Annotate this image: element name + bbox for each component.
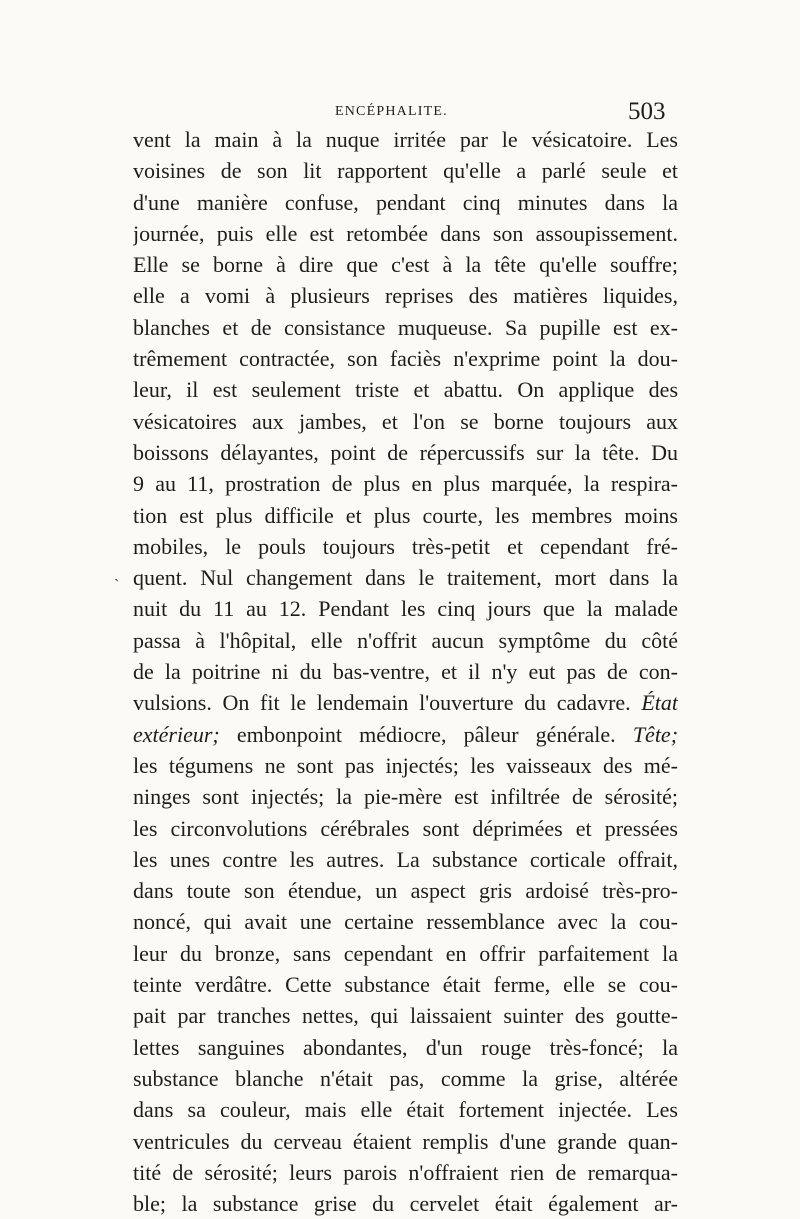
- text-line: quent. Nul changement dans le traitement, mort dans la: [133, 565, 678, 591]
- running-title: ENCÉPHALITE.: [335, 104, 448, 119]
- text-line: substance blanche n'était pas, comme la grise, altérée: [133, 1065, 678, 1091]
- text-line: lettes sanguines abondantes, d'un rouge très-foncé; la: [133, 1034, 678, 1060]
- text-line: d'une manière confuse, pendant cinq minutes dans la: [133, 189, 678, 215]
- text-line: ventricules du cerveau étaient remplis d'une grande quan-: [133, 1128, 678, 1154]
- text-line: ninges sont injectés; la pie-mère est infiltrée de sérosité;: [133, 784, 678, 810]
- text-line: journée, puis elle est retombée dans son assoupissement.: [133, 220, 678, 246]
- text-line: [133, 687, 678, 718]
- text-line: les circonvolutions cérébrales sont déprimées et pressées: [133, 815, 678, 841]
- text-line: pait par tranches nettes, qui laissaient suinter des goutte-: [133, 1003, 678, 1029]
- text-segment: embonpoint médiocre, pâleur générale.: [236, 721, 616, 747]
- text-line: [133, 719, 678, 750]
- text-line: ble; la substance grise du cervelet était également ar-: [133, 1191, 678, 1217]
- text-line: leur du bronze, sans cependant en offrir parfaitement la: [133, 940, 678, 966]
- text-line: les unes contre les autres. La substance corticale offrait,: [133, 846, 678, 872]
- text-line: boissons délayantes, point de répercussifs sur la tête. Du: [133, 439, 678, 465]
- text-line: dans sa couleur, mais elle était fortement injectée. Les: [133, 1097, 678, 1123]
- text-line: vent la main à la nuque irritée par le vésicatoire. Les: [133, 127, 678, 152]
- text-line: de la poitrine ni du bas-ventre, et il n'y eut pas de con-: [133, 659, 678, 685]
- text-line: mobiles, le pouls toujours très-petit et cependant fré-: [133, 533, 678, 559]
- text-line: elle a vomi à plusieurs reprises des matières liquides,: [133, 283, 678, 309]
- text-line: passa à l'hôpital, elle n'offrit aucun symptôme du côté: [133, 627, 678, 653]
- italic-heading-etat: État: [641, 690, 678, 716]
- italic-heading-exterieur: extérieur;: [133, 721, 220, 747]
- text-line: 9 au 11, prostration de plus en plus marquée, la respira-: [133, 471, 678, 497]
- text-line: trêmement contractée, son faciès n'exprime point la dou-: [133, 346, 678, 372]
- text-line: les tégumens ne sont pas injectés; les vaisseaux des mé-: [133, 752, 678, 778]
- text-line: Elle se borne à dire que c'est à la tête qu'elle souffre;: [133, 252, 678, 278]
- text-line: leur, il est seulement triste et abattu. On applique des: [133, 377, 678, 403]
- text-line: dans toute son étendue, un aspect gris ardoisé très-pro-: [133, 878, 678, 904]
- text-line: nuit du 11 au 12. Pendant les cinq jours que la malade: [133, 596, 678, 622]
- margin-mark: `: [114, 577, 120, 594]
- text-line: vésicatoires aux jambes, et l'on se borne toujours aux: [133, 408, 678, 434]
- text-segment: vulsions. On fit le lendemain l'ouverture du cadavre.: [133, 690, 631, 716]
- text-line: blanches et de consistance muqueuse. Sa pupille est ex-: [133, 314, 678, 340]
- text-line: teinte verdâtre. Cette substance était ferme, elle se cou-: [133, 972, 678, 998]
- text-line: voisines de son lit rapportent qu'elle a parlé seule et: [133, 158, 678, 184]
- text-line: tion est plus difficile et plus courte, les membres moins: [133, 502, 678, 528]
- text-line: noncé, qui avait une certaine ressemblance avec la cou-: [133, 909, 678, 935]
- italic-heading-tete: Tête;: [632, 721, 678, 747]
- body-text: [133, 124, 678, 1219]
- page-number: 503: [628, 98, 666, 125]
- text-line: tité de sérosité; leurs parois n'offraient rien de remarqua-: [133, 1159, 678, 1185]
